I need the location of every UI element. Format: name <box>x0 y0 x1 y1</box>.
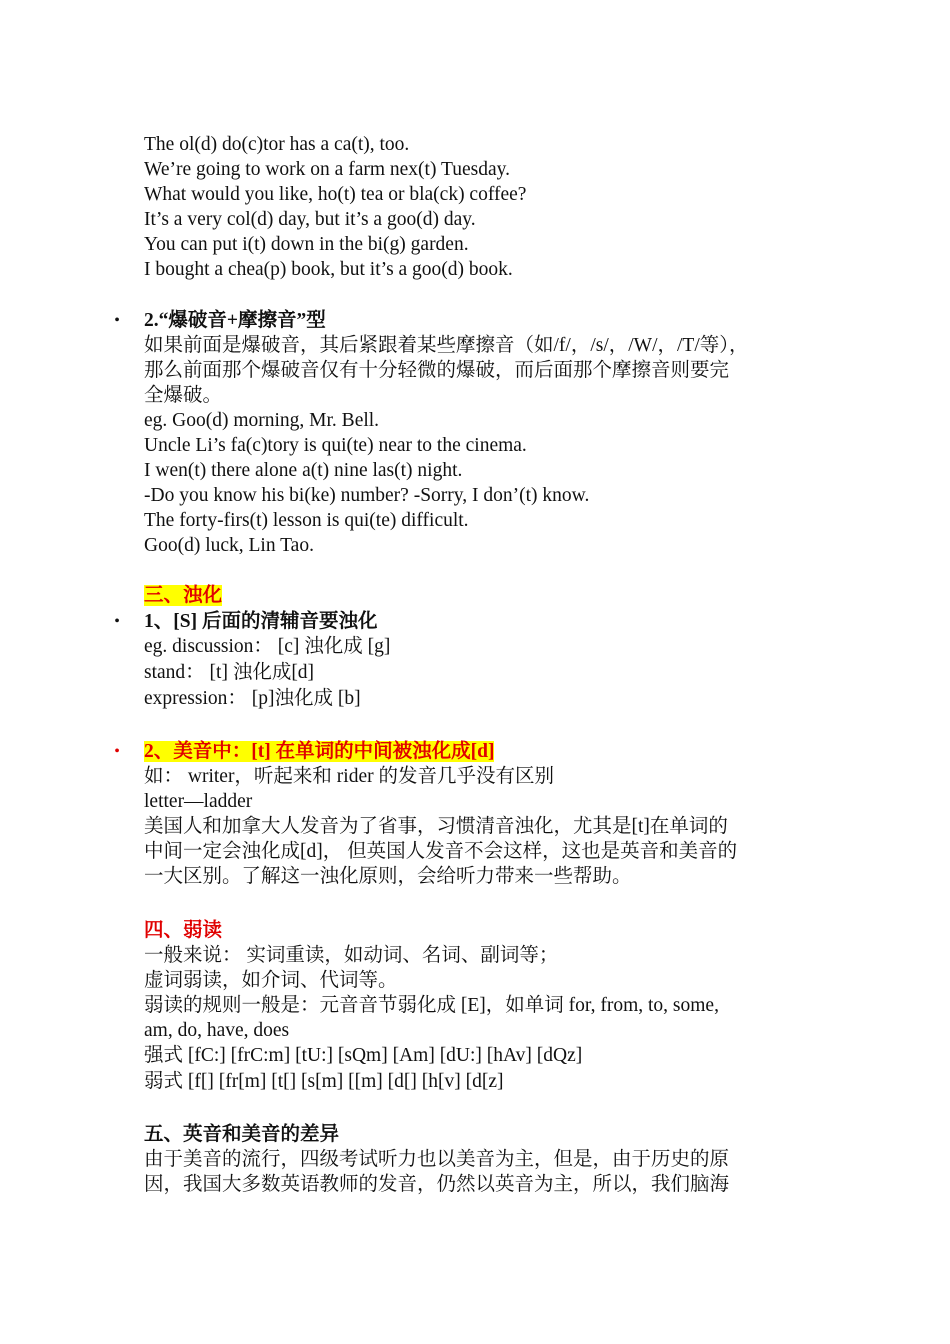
section-5-title: 五、英音和美音的差异 <box>144 1124 340 1145</box>
example-line: It’s a very col(d) day, but it’s a goo(d) day. <box>144 209 476 230</box>
example-line: eg. Goo(d) morning, Mr. Bell. <box>144 410 380 431</box>
example-line: expression： [p]浊化成 [b] <box>144 688 361 709</box>
paragraph-line: 因，我国大多数英语教师的发音，仍然以英音为主，所以，我们脑海 <box>144 1174 730 1195</box>
section-2 <box>144 308 824 558</box>
example-line: I bought a chea(p) book, but it’s a goo(d) book. <box>144 259 513 280</box>
strong-form-line: 强式 [fC:] [frC:m] [tU:] [sQm] [Am] [dU:] [hAv] [dQz] <box>144 1045 583 1066</box>
example-line: -Do you know his bi(ke) number? -Sorry, I don’(t) know. <box>144 485 590 506</box>
paragraph-line: 一大区别。了解这一浊化原则，会给听力带来一些帮助。 <box>144 866 632 887</box>
section-2-heading: 2.“爆破音+摩擦音”型 <box>144 310 326 331</box>
example-line: eg. discussion： [c] 浊化成 [g] <box>144 636 391 657</box>
example-line: The ol(d) do(c)tor has a ca(t), too. <box>144 134 410 155</box>
paragraph-line: 中间一定会浊化成[d]， 但英国人发音不会这样，这也是英音和美音的 <box>144 841 738 862</box>
example-line: I wen(t) there alone a(t) nine las(t) night. <box>144 460 463 481</box>
example-line: We’re going to work on a farm nex(t) Tuesday. <box>144 159 510 180</box>
example-line: Goo(d) luck, Lin Tao. <box>144 535 314 556</box>
example-line: What would you like, ho(t) tea or bla(ck) coffee? <box>144 184 527 205</box>
paragraph-line: 由于美音的流行，四级考试听力也以美音为主，但是，由于历史的原 <box>144 1149 730 1170</box>
section-3-item-2 <box>144 739 824 889</box>
paragraph-line: 那么前面那个爆破音仅有十分轻微的爆破，而后面那个摩擦音则要完 <box>144 360 730 381</box>
paragraph-line: 如： writer，听起来和 rider 的发音几乎没有区别 <box>144 766 554 787</box>
section-3 <box>144 583 824 608</box>
section-3-item-1 <box>144 609 824 712</box>
paragraph-line: 虚词弱读，如介词、代词等。 <box>144 970 398 991</box>
bullet-point: • <box>114 613 120 630</box>
paragraph-line: 如果前面是爆破音，其后紧跟着某些摩擦音（如/f/，/s/，/W/，/T/等）， <box>144 335 749 356</box>
example-line: You can put i(t) down in the bi(g) garden. <box>144 234 469 255</box>
section-4 <box>144 918 824 1095</box>
paragraph-line: am, do, have, does <box>144 1020 290 1041</box>
bullet-point: • <box>114 743 120 760</box>
example-line: Uncle Li’s fa(c)tory is qui(te) near to the cinema. <box>144 435 527 456</box>
section-3-item-1-heading: 1、[S] 后面的清辅音要浊化 <box>144 611 378 632</box>
example-line: The forty-firs(t) lesson is qui(te) difficult. <box>144 510 469 531</box>
paragraph-line: 美国人和加拿大人发音为了省事，习惯清音浊化，尤其是[t]在单词的 <box>144 816 728 837</box>
section-5 <box>144 1122 824 1197</box>
paragraph-line: 全爆破。 <box>144 385 223 406</box>
section-3-item-2-heading: 2、美音中：[t] 在单词的中间被浊化成[d] <box>144 741 495 762</box>
bullet-point: • <box>114 312 120 329</box>
weak-form-line: 弱式 [f[] [fr[m] [t[] [s[m] [[m] [d[] [h[v] [d[z] <box>144 1071 504 1092</box>
plosive-examples <box>144 132 824 282</box>
section-3-title-row <box>144 583 824 608</box>
section-3-title: 三、浊化 <box>144 585 223 606</box>
section-4-title: 四、弱读 <box>144 920 223 941</box>
example-line: stand： [t] 浊化成[d] <box>144 662 315 683</box>
paragraph-line: letter—ladder <box>144 791 253 812</box>
paragraph-line: 一般来说： 实词重读，如动词、名词、副词等； <box>144 945 559 966</box>
paragraph-line: 弱读的规则一般是：元音音节弱化成 [E]，如单词 for, from, to, some, <box>144 995 719 1016</box>
section-3-item-2-heading-row <box>144 739 824 764</box>
